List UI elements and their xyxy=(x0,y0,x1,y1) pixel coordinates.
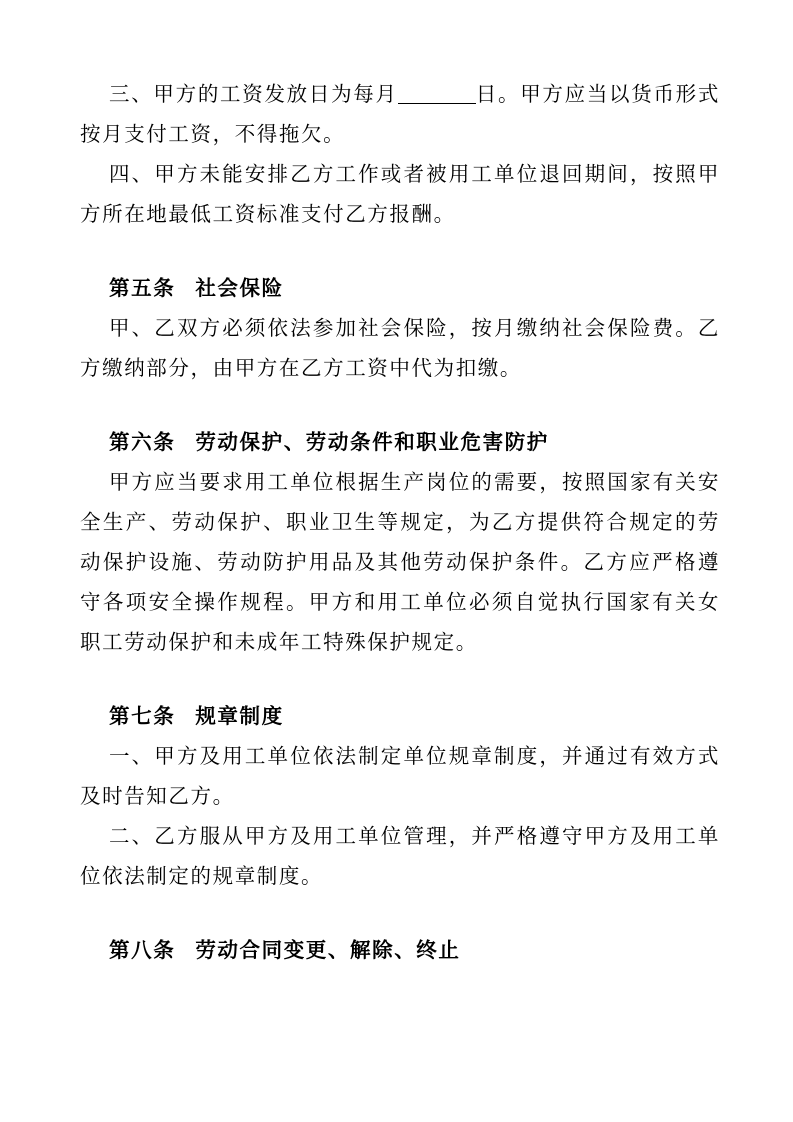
section-title: 劳动合同变更、解除、终止 xyxy=(195,938,461,962)
section-heading-6 xyxy=(80,422,720,462)
section-gap xyxy=(80,662,720,696)
paragraph-rules-2: 二、乙方服从甲方及用工单位管理，并严格遵守甲方及用工单位依法制定的规章制度。 xyxy=(80,824,720,888)
section-heading-8 xyxy=(80,930,720,970)
payday-text-before: 三、甲方的工资发放日为每月 xyxy=(109,82,398,106)
section-title: 劳动保护、劳动条件和职业危害防护 xyxy=(195,430,549,454)
section-number: 第七条 xyxy=(109,704,176,728)
paragraph-social-insurance: 甲、乙双方必须依法参加社会保险，按月缴纳社会保险费。乙方缴纳部分，由甲方在乙方工资中代为扣缴。 xyxy=(80,316,720,380)
document-page xyxy=(80,74,720,970)
payday-blank-field[interactable] xyxy=(398,83,476,104)
section-number: 第六条 xyxy=(109,430,176,454)
section-heading-7 xyxy=(80,696,720,736)
payday-text-after: 日。甲方应当以货币形式按月支付工资，不得拖欠。 xyxy=(80,82,720,146)
paragraph-rules-1: 一、甲方及用工单位依法制定单位规章制度，并通过有效方式及时告知乙方。 xyxy=(80,744,720,808)
section-gap xyxy=(80,896,720,930)
paragraph-labor-protection: 甲方应当要求用工单位根据生产岗位的需要，按照国家有关安全生产、劳动保护、职业卫生等规定，为乙方提供符合规定的劳动保护设施、劳动防护用品及其他劳动保护条件。乙方应严格遵守各项安全操作规程。甲方和用工单位必须自觉执行国家有关女职工劳动保护和未成年工特殊保护规定。 xyxy=(80,470,720,654)
section-number: 第八条 xyxy=(109,938,176,962)
paragraph-minimum-wage: 四、甲方未能安排乙方工作或者被用工单位退回期间，按照甲方所在地最低工资标准支付乙方报酬。 xyxy=(80,162,720,226)
section-title: 规章制度 xyxy=(195,704,284,728)
section-gap xyxy=(80,234,720,268)
section-number: 第五条 xyxy=(109,276,176,300)
section-gap xyxy=(80,388,720,422)
paragraph-payday xyxy=(80,74,720,154)
section-heading-5 xyxy=(80,268,720,308)
section-title: 社会保险 xyxy=(195,276,284,300)
